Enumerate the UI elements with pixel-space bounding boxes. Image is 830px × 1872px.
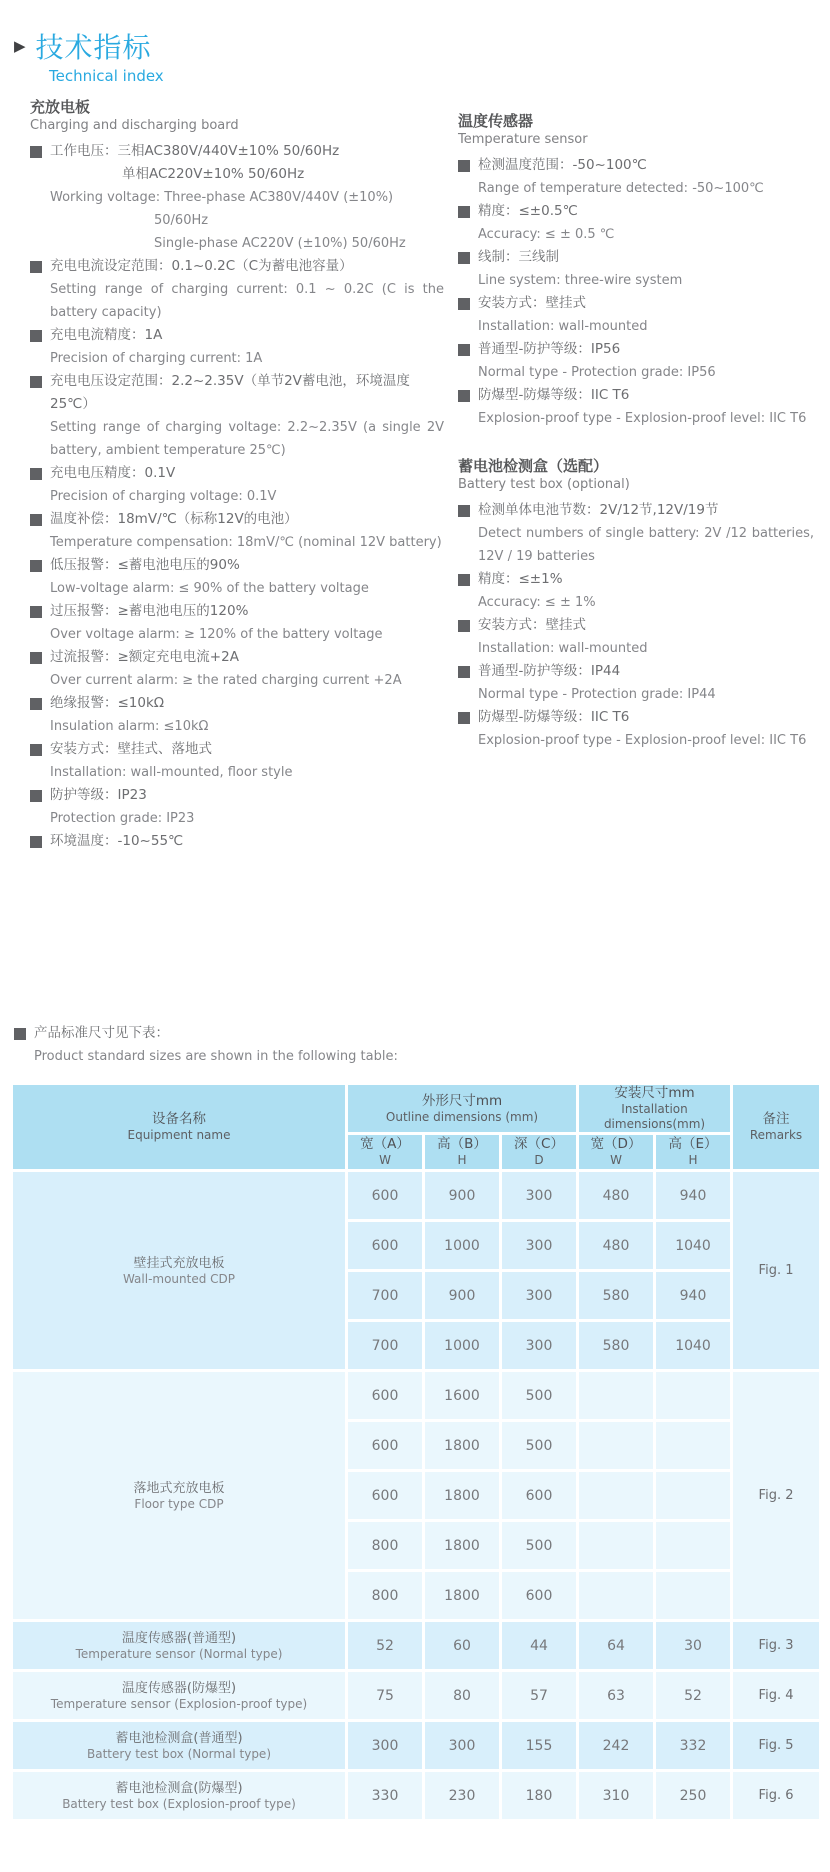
bullet-square-icon <box>458 344 470 356</box>
dimension-cell <box>579 1372 653 1419</box>
dimension-cell: 940 <box>656 1272 730 1319</box>
section-heading-en: Charging and discharging board <box>30 118 239 133</box>
dimension-cell: 180 <box>502 1772 576 1819</box>
dimension-cell: 75 <box>348 1672 422 1719</box>
spec-en-line: Setting range of charging current: 0.1 ~ 0.2C (C is the battery capacity) <box>50 282 444 320</box>
dimension-cell <box>656 1522 730 1569</box>
col-equipment-name-cn: 设备名称 <box>152 1111 206 1127</box>
dimension-cell: 300 <box>502 1322 576 1369</box>
section-heading-cn: 温度传感器 <box>458 112 534 130</box>
spec-cn-line: 充电电压精度：0.1V <box>30 462 444 485</box>
spec-item <box>30 600 444 646</box>
table-row <box>13 1772 819 1819</box>
subcol-header-cn: 高（B） <box>437 1136 487 1152</box>
bullet-square-icon <box>30 606 42 618</box>
bullet-square-icon <box>458 206 470 218</box>
dimension-cell: 800 <box>348 1522 422 1569</box>
equipment-name-cell <box>13 1622 345 1669</box>
dimension-cell: 300 <box>502 1272 576 1319</box>
dimension-cell: 1600 <box>425 1372 499 1419</box>
dimension-cell: 600 <box>502 1572 576 1619</box>
spec-en-line: Explosion-proof type - Explosion-proof level: IIC T6 <box>478 411 807 426</box>
spec-en-line: Normal type - Protection grade: IP44 <box>478 687 716 702</box>
spec-cn-line: 安装方式：壁挂式、落地式 <box>30 738 444 761</box>
bullet-square-icon <box>30 698 42 710</box>
section-heading-cn: 充放电板 <box>30 98 91 116</box>
col-remarks <box>733 1085 819 1169</box>
page-title: 技术指标 <box>35 31 152 64</box>
equipment-name-cn: 温度传感器(防爆型) <box>121 1680 237 1696</box>
dimension-cell: 480 <box>579 1222 653 1269</box>
spec-en-line: Precision of charging current: 1A <box>50 351 263 366</box>
bullet-square-icon <box>458 574 470 586</box>
dimension-cell: 700 <box>348 1322 422 1369</box>
bullet-square-icon <box>30 376 42 388</box>
spec-cn-line: 温度补偿：18mV/℃（标称12V的电池） <box>30 508 444 531</box>
spec-item <box>30 370 444 462</box>
spec-en-line: Working voltage: Three-phase AC380V/440V (±10%) <box>50 190 394 205</box>
dimension-cell: 300 <box>502 1172 576 1219</box>
dimension-cell: 1800 <box>425 1572 499 1619</box>
dimension-cell: 600 <box>348 1472 422 1519</box>
spec-item <box>458 292 814 338</box>
table-row <box>13 1672 819 1719</box>
col-outline-dimensions-en: Outline dimensions (mm) <box>385 1109 539 1124</box>
arrow-right-icon: ▶ <box>14 36 26 55</box>
equipment-name-cell <box>13 1672 345 1719</box>
dimension-cell <box>656 1572 730 1619</box>
spec-cn-line: 精度：≤±1% <box>458 568 814 591</box>
subcol-header-en: W <box>379 1153 391 1167</box>
spec-en-line: Over current alarm: ≥ the rated charging current +2A <box>50 673 402 688</box>
section-heading-en: Temperature sensor <box>458 132 588 147</box>
bullet-square-icon <box>458 505 470 517</box>
col-equipment-name <box>13 1085 345 1169</box>
dimension-cell: 30 <box>656 1622 730 1669</box>
spec-cn-line: 充电电流设定范围：0.1~0.2C（C为蓄电池容量） <box>30 255 444 278</box>
spec-cn-line: 过压报警：≥蓄电池电压的120% <box>30 600 444 623</box>
remark-cell: Fig. 6 <box>733 1772 819 1819</box>
spec-cn-line: 防爆型-防爆等级：IIC T6 <box>458 384 814 407</box>
spec-en-line: Range of temperature detected: -50~100℃ <box>478 181 764 196</box>
table-note-cn: 产品标准尺寸见下表： <box>34 1025 169 1041</box>
bullet-square-icon <box>30 261 42 273</box>
col-installation-dimensions <box>579 1085 730 1132</box>
spec-item <box>30 140 444 255</box>
spec-en-line: Installation: wall-mounted <box>478 641 648 656</box>
bullet-square-icon <box>30 514 42 526</box>
dimension-cell: 580 <box>579 1322 653 1369</box>
col-outline-dimensions-cn: 外形尺寸mm <box>421 1092 503 1109</box>
equipment-name-cn: 落地式充放电板 <box>133 1480 225 1496</box>
subcol-header-en: D <box>534 1153 544 1167</box>
spec-en-line: Explosion-proof type - Explosion-proof level: IIC T6 <box>478 733 807 748</box>
table-header-row-1 <box>13 1085 819 1132</box>
table-row <box>13 1372 819 1419</box>
spec-item <box>30 462 444 508</box>
spec-en-line: Detect numbers of single battery: 2V /12 batteries, 12V / 19 batteries <box>478 526 814 564</box>
dimension-cell: 1040 <box>656 1322 730 1369</box>
bullet-square-icon <box>30 330 42 342</box>
section-battery-test-box <box>458 456 814 752</box>
section-heading-cn: 蓄电池检测盒（选配） <box>458 457 609 475</box>
dimension-cell: 330 <box>348 1772 422 1819</box>
dimension-cell: 1800 <box>425 1472 499 1519</box>
dimension-cell: 300 <box>348 1722 422 1769</box>
bullet-square-icon <box>458 390 470 402</box>
dimension-cell: 80 <box>425 1672 499 1719</box>
spec-item <box>30 324 444 370</box>
dimension-cell: 900 <box>425 1172 499 1219</box>
spec-item <box>30 738 444 784</box>
remark-cell: Fig. 2 <box>733 1372 819 1619</box>
spec-cn-line: 工作电压：三相AC380V/440V±10% 50/60Hz <box>30 140 444 163</box>
dimension-cell: 1000 <box>425 1222 499 1269</box>
bullet-square-icon <box>458 160 470 172</box>
dimension-cell: 500 <box>502 1372 576 1419</box>
spec-cn-line: 安装方式：壁挂式 <box>458 292 814 315</box>
equipment-name-cell <box>13 1772 345 1819</box>
spec-item <box>458 246 814 292</box>
spec-cn-line: 过流报警：≥额定充电电流+2A <box>30 646 444 669</box>
bullet-square-icon <box>30 790 42 802</box>
subcol-header <box>502 1135 576 1169</box>
spec-cn-line: 单相AC220V±10% 50/60Hz <box>122 166 305 182</box>
dimension-cell <box>579 1472 653 1519</box>
col-remarks-en: Remarks <box>749 1128 803 1142</box>
spec-columns <box>0 97 830 853</box>
dimension-cell: 600 <box>348 1422 422 1469</box>
dimension-cell: 580 <box>579 1272 653 1319</box>
table-row <box>13 1172 819 1219</box>
spec-en-line: Precision of charging voltage: 0.1V <box>50 489 277 504</box>
left-column <box>30 97 444 853</box>
spec-cn-line: 普通型-防护等级：IP44 <box>458 660 814 683</box>
bullet-square-icon <box>30 744 42 756</box>
spec-en-line: Temperature compensation: 18mV/℃ (nominal 12V battery) <box>50 535 442 550</box>
dimension-cell: 1800 <box>425 1522 499 1569</box>
equipment-name-cell <box>13 1722 345 1769</box>
spec-item <box>458 338 814 384</box>
equipment-name-en: Battery test box (Explosion-proof type) <box>62 1796 296 1811</box>
subcol-header-en: H <box>457 1153 467 1167</box>
dimension-cell: 600 <box>348 1222 422 1269</box>
equipment-name-cn: 温度传感器(普通型) <box>121 1630 237 1646</box>
spec-en-line: Setting range of charging voltage: 2.2~2.35V (a single 2V battery, ambient temperature 25℃) <box>50 420 444 458</box>
equipment-name-en: Wall-mounted CDP <box>122 1271 236 1286</box>
col-installation-dimensions-cn: 安装尺寸mm <box>614 1085 695 1101</box>
remark-cell: Fig. 4 <box>733 1672 819 1719</box>
table-note-cn-line <box>14 1022 822 1045</box>
right-column <box>458 97 814 853</box>
equipment-name-cell <box>13 1372 345 1619</box>
spec-item <box>458 384 814 430</box>
subcol-header-cn: 高（E） <box>668 1136 718 1152</box>
equipment-name-en: Floor type CDP <box>134 1496 224 1511</box>
dimension-cell: 155 <box>502 1722 576 1769</box>
dimension-cell: 60 <box>425 1622 499 1669</box>
spec-item <box>30 646 444 692</box>
spec-en-line: Over voltage alarm: ≥ 120% of the battery voltage <box>50 627 383 642</box>
size-table-area <box>10 1022 822 1822</box>
spec-cn-line: 防护等级：IP23 <box>30 784 444 807</box>
equipment-name-cell <box>13 1172 345 1369</box>
remark-cell: Fig. 1 <box>733 1172 819 1369</box>
col-equipment-name-en: Equipment name <box>127 1128 231 1142</box>
section-temperature-sensor <box>458 111 814 430</box>
spec-item <box>458 568 814 614</box>
subcol-header <box>348 1135 422 1169</box>
dimension-cell: 1000 <box>425 1322 499 1369</box>
subcol-header-cn: 宽（D） <box>590 1136 642 1152</box>
spec-item <box>458 614 814 660</box>
title-block <box>0 0 830 85</box>
dimension-cell: 250 <box>656 1772 730 1819</box>
dimension-cell: 52 <box>348 1622 422 1669</box>
dimension-cell: 44 <box>502 1622 576 1669</box>
dimension-cell <box>579 1522 653 1569</box>
dimension-cell <box>656 1472 730 1519</box>
spec-en-line: 50/60Hz <box>154 213 209 228</box>
bullet-square-icon <box>30 146 42 158</box>
dimension-cell: 332 <box>656 1722 730 1769</box>
col-outline-dimensions <box>348 1085 576 1132</box>
equipment-name-cn: 蓄电池检测盒(普通型) <box>115 1730 243 1746</box>
bullet-square-icon <box>30 836 42 848</box>
spec-cn-line: 精度：≤±0.5℃ <box>458 200 814 223</box>
spec-item <box>458 154 814 200</box>
spec-item <box>30 508 444 554</box>
dimension-cell: 480 <box>579 1172 653 1219</box>
spec-item <box>30 255 444 324</box>
product-size-table <box>10 1082 822 1822</box>
spec-cn-line: 普通型-防护等级：IP56 <box>458 338 814 361</box>
section-heading-en: Battery test box (optional) <box>458 477 630 492</box>
table-note-en: Product standard sizes are shown in the following table: <box>34 1049 398 1064</box>
spec-en-line: Installation: wall-mounted <box>478 319 648 334</box>
spec-cn-line: 环境温度：-10~55℃ <box>30 830 444 853</box>
subcol-header-cn: 宽（A） <box>360 1136 410 1152</box>
table-row <box>13 1622 819 1669</box>
spec-cn-line: 检测温度范围：-50~100℃ <box>458 154 814 177</box>
equipment-name-en: Temperature sensor (Normal type) <box>75 1646 283 1661</box>
table-note <box>14 1022 822 1068</box>
dimension-cell: 64 <box>579 1622 653 1669</box>
dimension-cell: 500 <box>502 1522 576 1569</box>
spec-en-line: Line system: three-wire system <box>478 273 683 288</box>
subcol-header <box>425 1135 499 1169</box>
spec-cn-line: 低压报警：≤蓄电池电压的90% <box>30 554 444 577</box>
dimension-cell: 800 <box>348 1572 422 1619</box>
dimension-cell: 63 <box>579 1672 653 1719</box>
dimension-cell: 57 <box>502 1672 576 1719</box>
bullet-square-icon <box>30 468 42 480</box>
spec-en-line: Insulation alarm: ≤10kΩ <box>50 719 209 734</box>
bullet-square-icon <box>458 620 470 632</box>
subcol-header-en: H <box>688 1153 698 1167</box>
dimension-cell <box>579 1572 653 1619</box>
dimension-cell: 700 <box>348 1272 422 1319</box>
subcol-header <box>656 1135 730 1169</box>
spec-cn-line: 防爆型-防爆等级：IIC T6 <box>458 706 814 729</box>
equipment-name-en: Battery test box (Normal type) <box>87 1746 271 1761</box>
spec-cn-line: 检测单体电池节数：2V/12节,12V/19节 <box>458 499 814 522</box>
equipment-name-cn: 蓄电池检测盒(防爆型) <box>115 1780 243 1796</box>
bullet-square-icon <box>30 652 42 664</box>
spec-en-line: Low-voltage alarm: ≤ 90% of the battery voltage <box>50 581 369 596</box>
dimension-cell: 300 <box>425 1722 499 1769</box>
spec-cn-line: 充电电流精度：1A <box>30 324 444 347</box>
bullet-square-icon <box>30 560 42 572</box>
col-installation-dimensions-en: Installation dimensions(mm) <box>603 1102 706 1131</box>
spec-item <box>30 692 444 738</box>
dimension-cell: 900 <box>425 1272 499 1319</box>
dimension-cell: 600 <box>348 1172 422 1219</box>
spec-item <box>30 784 444 830</box>
dimension-cell: 600 <box>348 1372 422 1419</box>
page-subtitle: Technical index <box>49 67 164 85</box>
spec-en-line: Installation: wall-mounted, floor style <box>50 765 293 780</box>
equipment-name-cn: 壁挂式充放电板 <box>133 1255 225 1271</box>
col-remarks-cn: 备注 <box>762 1111 790 1127</box>
dimension-cell: 600 <box>502 1472 576 1519</box>
spec-cn-line: 绝缘报警：≤10kΩ <box>30 692 444 715</box>
spec-item <box>458 499 814 568</box>
spec-cn-line: 充电电压设定范围：2.2~2.35V（单节2V蓄电池，环境温度25℃） <box>30 370 444 416</box>
dimension-cell: 300 <box>502 1222 576 1269</box>
dimension-cell: 1040 <box>656 1222 730 1269</box>
dimension-cell: 230 <box>425 1772 499 1819</box>
spec-en-line: Single-phase AC220V (±10%) 50/60Hz <box>154 236 406 251</box>
bullet-square-icon <box>14 1028 26 1040</box>
spec-en-line: Accuracy: ≤ ± 0.5 ℃ <box>478 227 615 242</box>
dimension-cell: 242 <box>579 1722 653 1769</box>
dimension-cell: 500 <box>502 1422 576 1469</box>
dimension-cell <box>656 1422 730 1469</box>
spec-en-line: Normal type - Protection grade: IP56 <box>478 365 716 380</box>
spec-cn-line: 线制：三线制 <box>458 246 814 269</box>
spec-item <box>30 554 444 600</box>
section-charging-board <box>30 97 444 853</box>
equipment-name-en: Temperature sensor (Explosion-proof type) <box>50 1696 308 1711</box>
dimension-cell <box>579 1422 653 1469</box>
subcol-header-en: W <box>610 1153 622 1167</box>
subcol-header-cn: 深（C） <box>514 1136 564 1152</box>
bullet-square-icon <box>458 666 470 678</box>
table-row <box>13 1722 819 1769</box>
dimension-cell: 940 <box>656 1172 730 1219</box>
spec-en-line: Protection grade: IP23 <box>50 811 195 826</box>
bullet-square-icon <box>458 712 470 724</box>
dimension-cell: 1800 <box>425 1422 499 1469</box>
spec-item <box>458 660 814 706</box>
remark-cell: Fig. 5 <box>733 1722 819 1769</box>
spec-item <box>458 706 814 752</box>
dimension-cell <box>656 1372 730 1419</box>
spec-cn-line: 安装方式：壁挂式 <box>458 614 814 637</box>
remark-cell: Fig. 3 <box>733 1622 819 1669</box>
subcol-header <box>579 1135 653 1169</box>
bullet-square-icon <box>458 252 470 264</box>
spec-en-line: Accuracy: ≤ ± 1% <box>478 595 596 610</box>
dimension-cell: 52 <box>656 1672 730 1719</box>
spec-item <box>30 830 444 853</box>
spec-item <box>458 200 814 246</box>
bullet-square-icon <box>458 298 470 310</box>
dimension-cell: 310 <box>579 1772 653 1819</box>
